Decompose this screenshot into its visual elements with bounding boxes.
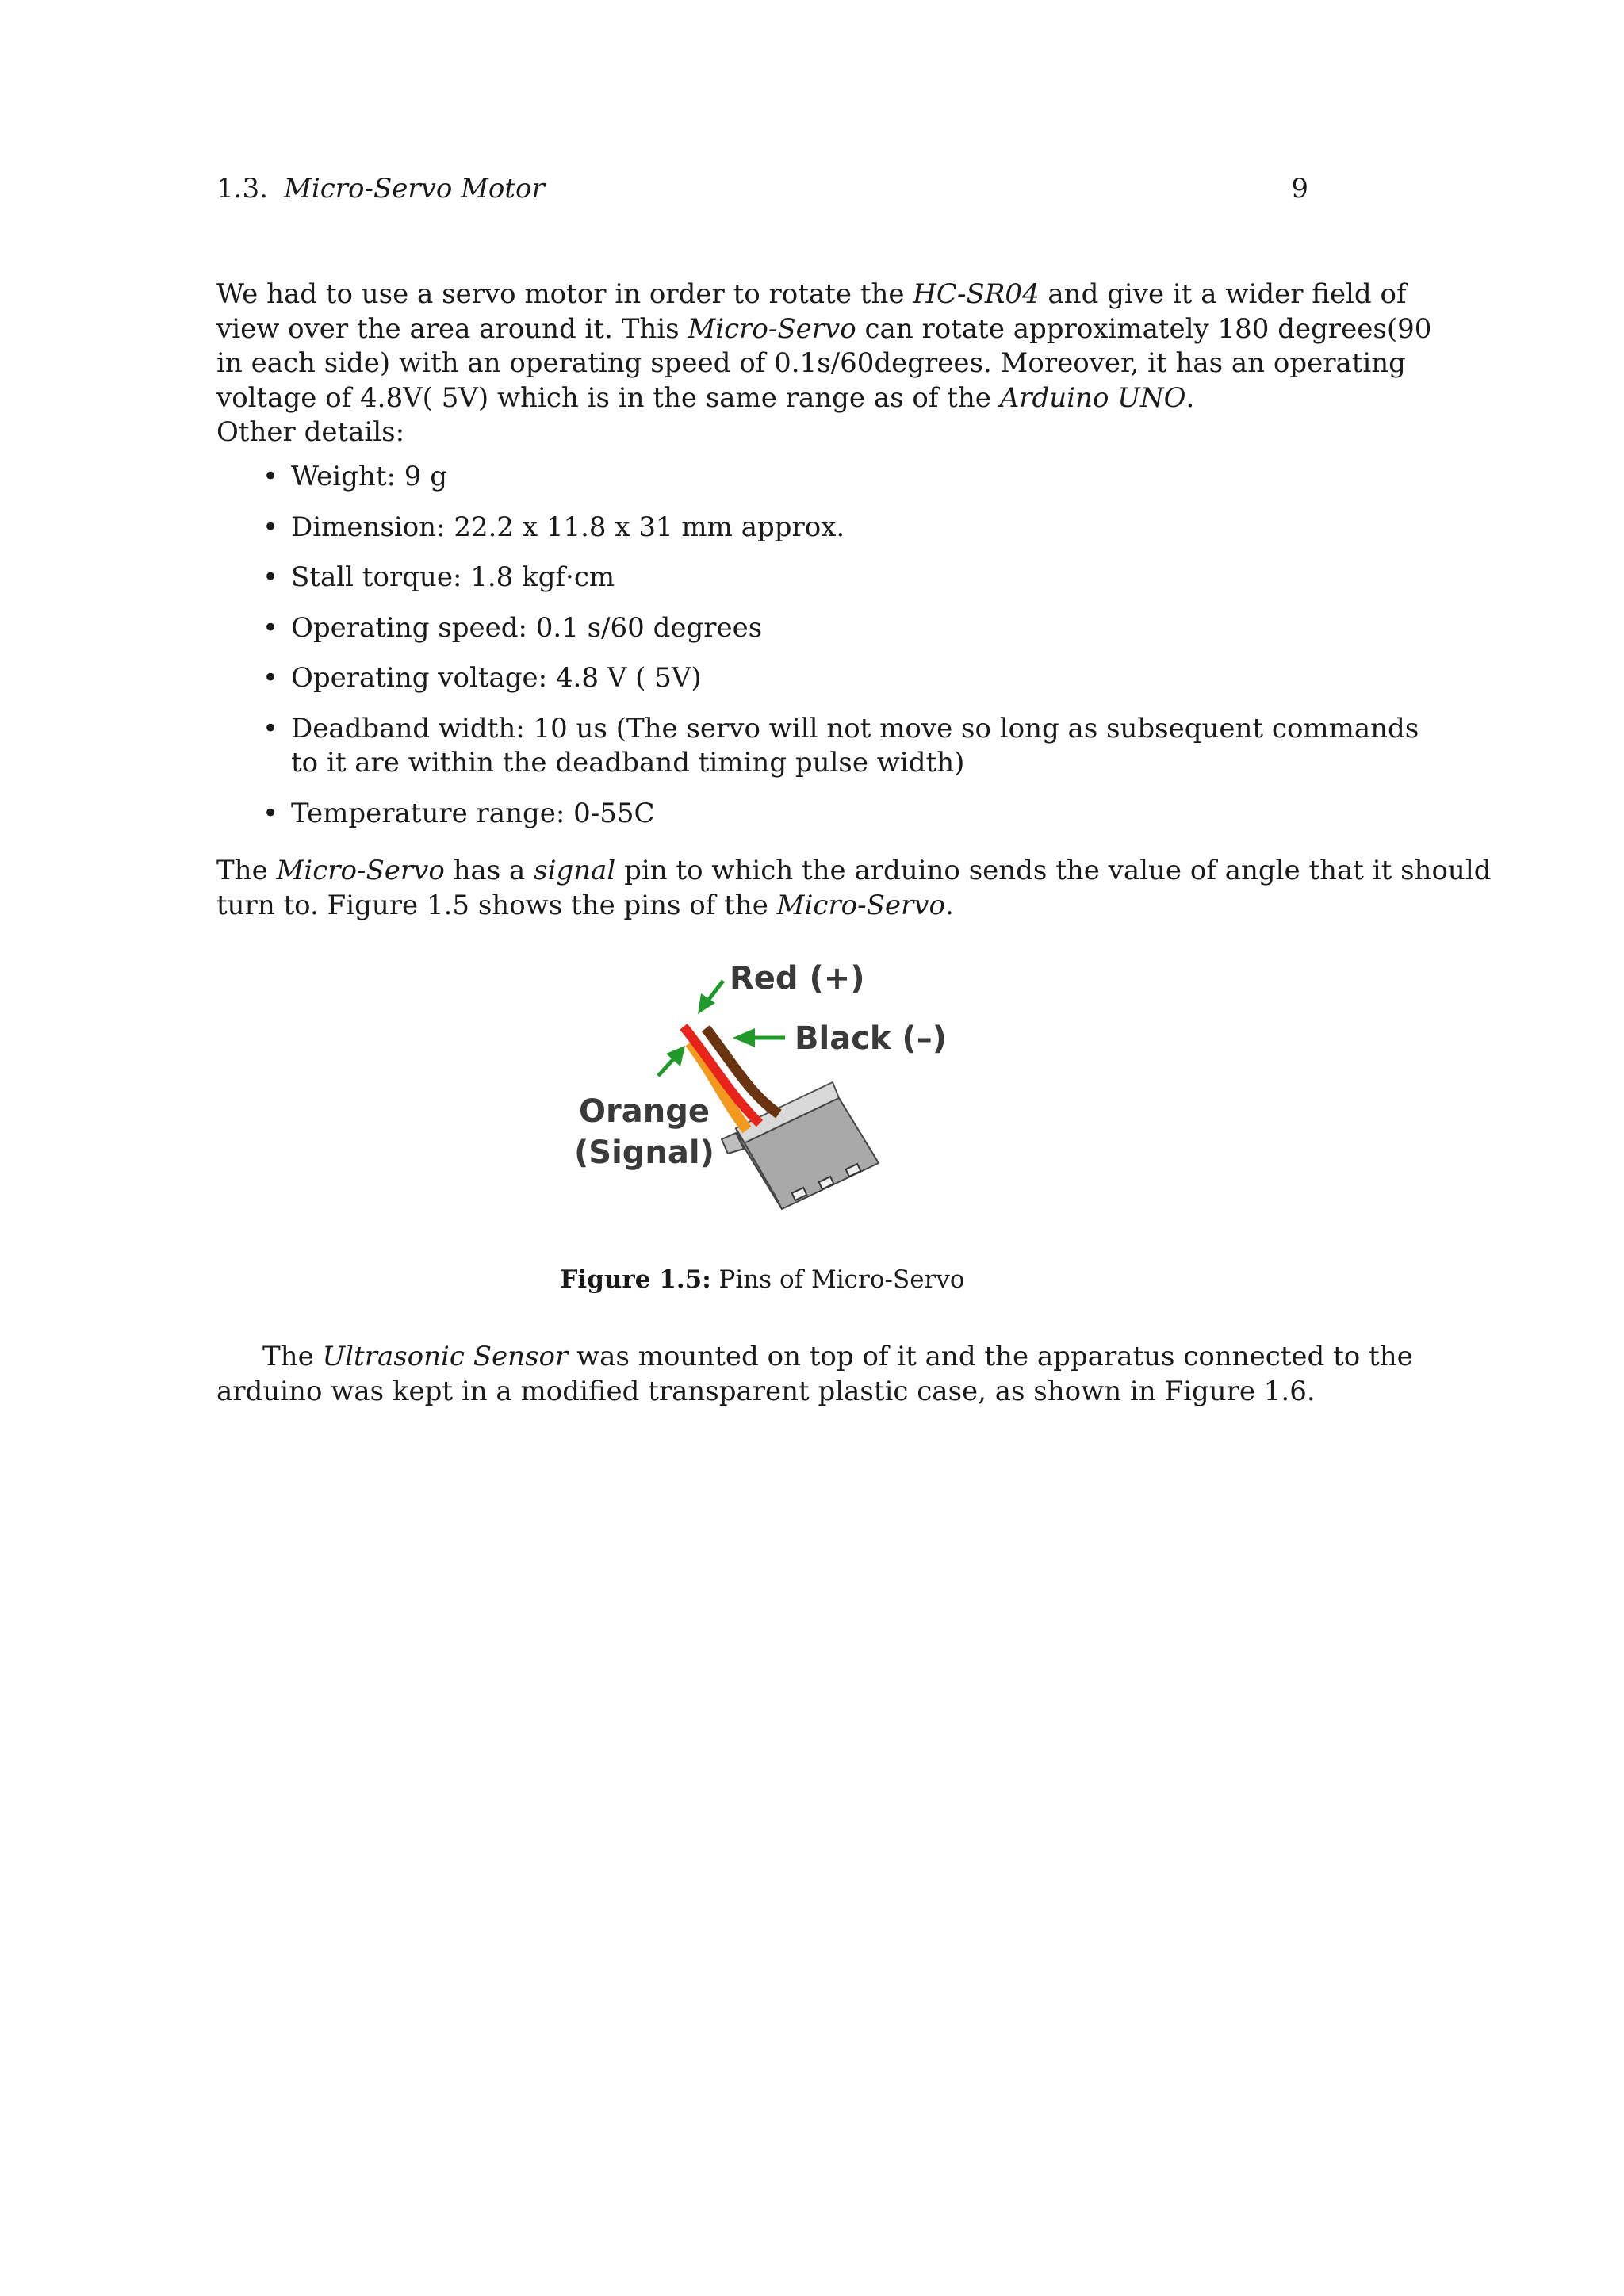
list-item-text: Temperature range: 0-55C — [291, 797, 655, 829]
servo-name: Micro-Servo — [688, 312, 856, 345]
bullet-icon: • — [262, 461, 279, 492]
signal-pin-paragraph — [216, 854, 1492, 923]
page-number: 9 — [1291, 173, 1308, 205]
section-title: Micro-Servo Motor — [284, 173, 545, 205]
text-line — [216, 854, 1492, 889]
black-label: Black (–) — [795, 1020, 947, 1057]
text-line — [216, 277, 1407, 312]
arrow-icon — [658, 1046, 685, 1076]
bullet-icon: • — [262, 797, 279, 829]
text-line: Other details: — [216, 416, 405, 448]
running-header — [216, 173, 1308, 214]
text-line — [216, 381, 1308, 416]
text-span: . — [1185, 381, 1195, 414]
text-span: We had to use a servo motor in order to rotate the — [216, 278, 914, 310]
list-item — [216, 797, 1308, 832]
servo-name: Micro-Servo — [776, 889, 945, 921]
list-item — [216, 460, 1308, 495]
orange-label: Orange — [579, 1093, 710, 1130]
text-span: voltage of 4.8V( 5V) which is in the same range as of the — [216, 381, 1000, 414]
servo-diagram — [571, 955, 959, 1249]
mounting-paragraph — [216, 1340, 1413, 1409]
list-item — [216, 661, 1308, 696]
bullet-icon: • — [262, 662, 279, 694]
sensor-name: Ultrasonic Sensor — [322, 1341, 569, 1372]
caption-label: Figure 1.5: — [560, 1265, 711, 1294]
servo-name: Micro-Servo — [276, 855, 445, 886]
figure-caption — [216, 1265, 1308, 1294]
details-list — [216, 460, 1419, 847]
text-span: . — [944, 889, 954, 921]
red-label: Red (+) — [730, 960, 865, 997]
text-span: turn to. Figure 1.5 shows the pins of the — [216, 889, 777, 921]
text-span: was mounted on top of it and the apparatus connected to the — [568, 1341, 1413, 1372]
bullet-icon: • — [262, 511, 279, 543]
signal-term: signal — [534, 855, 616, 886]
list-item — [216, 561, 1308, 595]
section-number: 1.3. — [216, 173, 268, 205]
list-item-text: Stall torque: 1.8 kgf·cm — [291, 561, 615, 593]
list-item-text: Dimension: 22.2 x 11.8 x 31 mm approx. — [291, 511, 845, 543]
text-span: view over the area around it. This — [216, 312, 688, 345]
signal-label: (Signal) — [574, 1135, 714, 1171]
list-item — [216, 511, 1308, 545]
text-line — [216, 889, 1308, 924]
bullet-icon: • — [262, 611, 279, 644]
list-item — [216, 611, 1308, 646]
board-name: Arduino UNO — [999, 381, 1186, 414]
text-span: The — [216, 855, 277, 886]
text-line: in each side) with an operating speed of 0.1s/60degrees. Moreover, it has an operating — [216, 347, 1406, 379]
text-line — [216, 1340, 1413, 1375]
bullet-icon: • — [262, 712, 279, 744]
bullet-icon: • — [262, 561, 279, 593]
arrow-icon — [698, 981, 723, 1014]
arrow-icon — [733, 1028, 785, 1047]
text-line — [216, 312, 1432, 347]
text-span: The — [262, 1341, 323, 1372]
list-item-text: Operating voltage: 4.8 V ( 5V) — [291, 662, 702, 694]
text-span: and give it a wider field of — [1039, 278, 1407, 310]
list-item-text: Weight: 9 g — [291, 461, 447, 492]
text-span: pin to which the arduino sends the value of angle that it should — [615, 855, 1492, 886]
intro-paragraph — [216, 277, 1432, 450]
text-span: can rotate approximately 180 degrees(90 — [856, 312, 1432, 345]
servo-pins-figure — [571, 955, 959, 1249]
text-span: has a — [444, 855, 534, 886]
sensor-name: HC-SR04 — [913, 278, 1040, 310]
list-item-text: Operating speed: 0.1 s/60 degrees — [291, 611, 763, 644]
list-item — [216, 712, 1419, 781]
text-line: arduino was kept in a modified transparent plastic case, as shown in Figure 1.6. — [216, 1375, 1316, 1407]
list-item-text: to it are within the deadband timing pulse width) — [291, 747, 965, 779]
list-item-text: Deadband width: 10 us (The servo will not move so long as subsequent commands — [291, 712, 1419, 744]
caption-text: Pins of Micro-Servo — [710, 1265, 965, 1294]
